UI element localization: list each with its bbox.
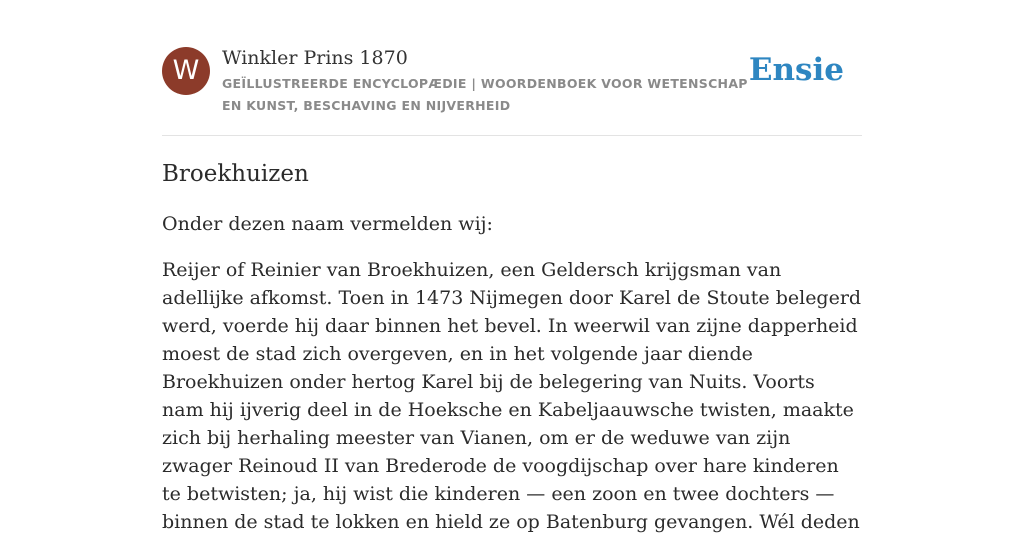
- article: [162, 158, 862, 536]
- avatar[interactable]: W: [162, 47, 210, 95]
- header-divider: [162, 135, 862, 136]
- source-subtitle: GEÏLLUSTREERDE ENCYCLOPÆDIE | WOORDENBOEK VOOR WETENSCHAP EN KUNST, BESCHAVING EN NIJVERHEID: [222, 76, 748, 113]
- source-title[interactable]: Winkler Prins 1870: [222, 47, 408, 69]
- article-body: Reijer of Reinier van Broekhuizen, een Geldersch krijgsman van adellijke afkomst. Toen in 1473 Nijmegen door Karel de Stoute belegerd werd, voerde hij daar binnen het bevel. In weerwil van zijne dapperheid moest de stad zich overgeven, en in het volgende jaar diende Broekhuizen onder hertog Karel bij de belegering van Nuits. Voorts nam hij ijverig deel in de Hoeksche en Kabeljaauwsche twisten, maakte zich bij herhaling meester van Vianen, om er de weduwe van zijn zwager Reinoud II van Brederode de voogdijschap over hare kinderen te betwisten; ja, hij wist die kinderen — een zoon en twee dochters — binnen de stad te lokken en hield ze op Batenburg gevangen. Wél deden: [162, 259, 862, 533]
- source-header: [162, 46, 862, 116]
- ensie-logo[interactable]: Ensie: [748, 52, 844, 88]
- article-title: Broekhuizen: [162, 161, 309, 187]
- article-intro: Onder dezen naam vermelden wij:: [162, 213, 493, 235]
